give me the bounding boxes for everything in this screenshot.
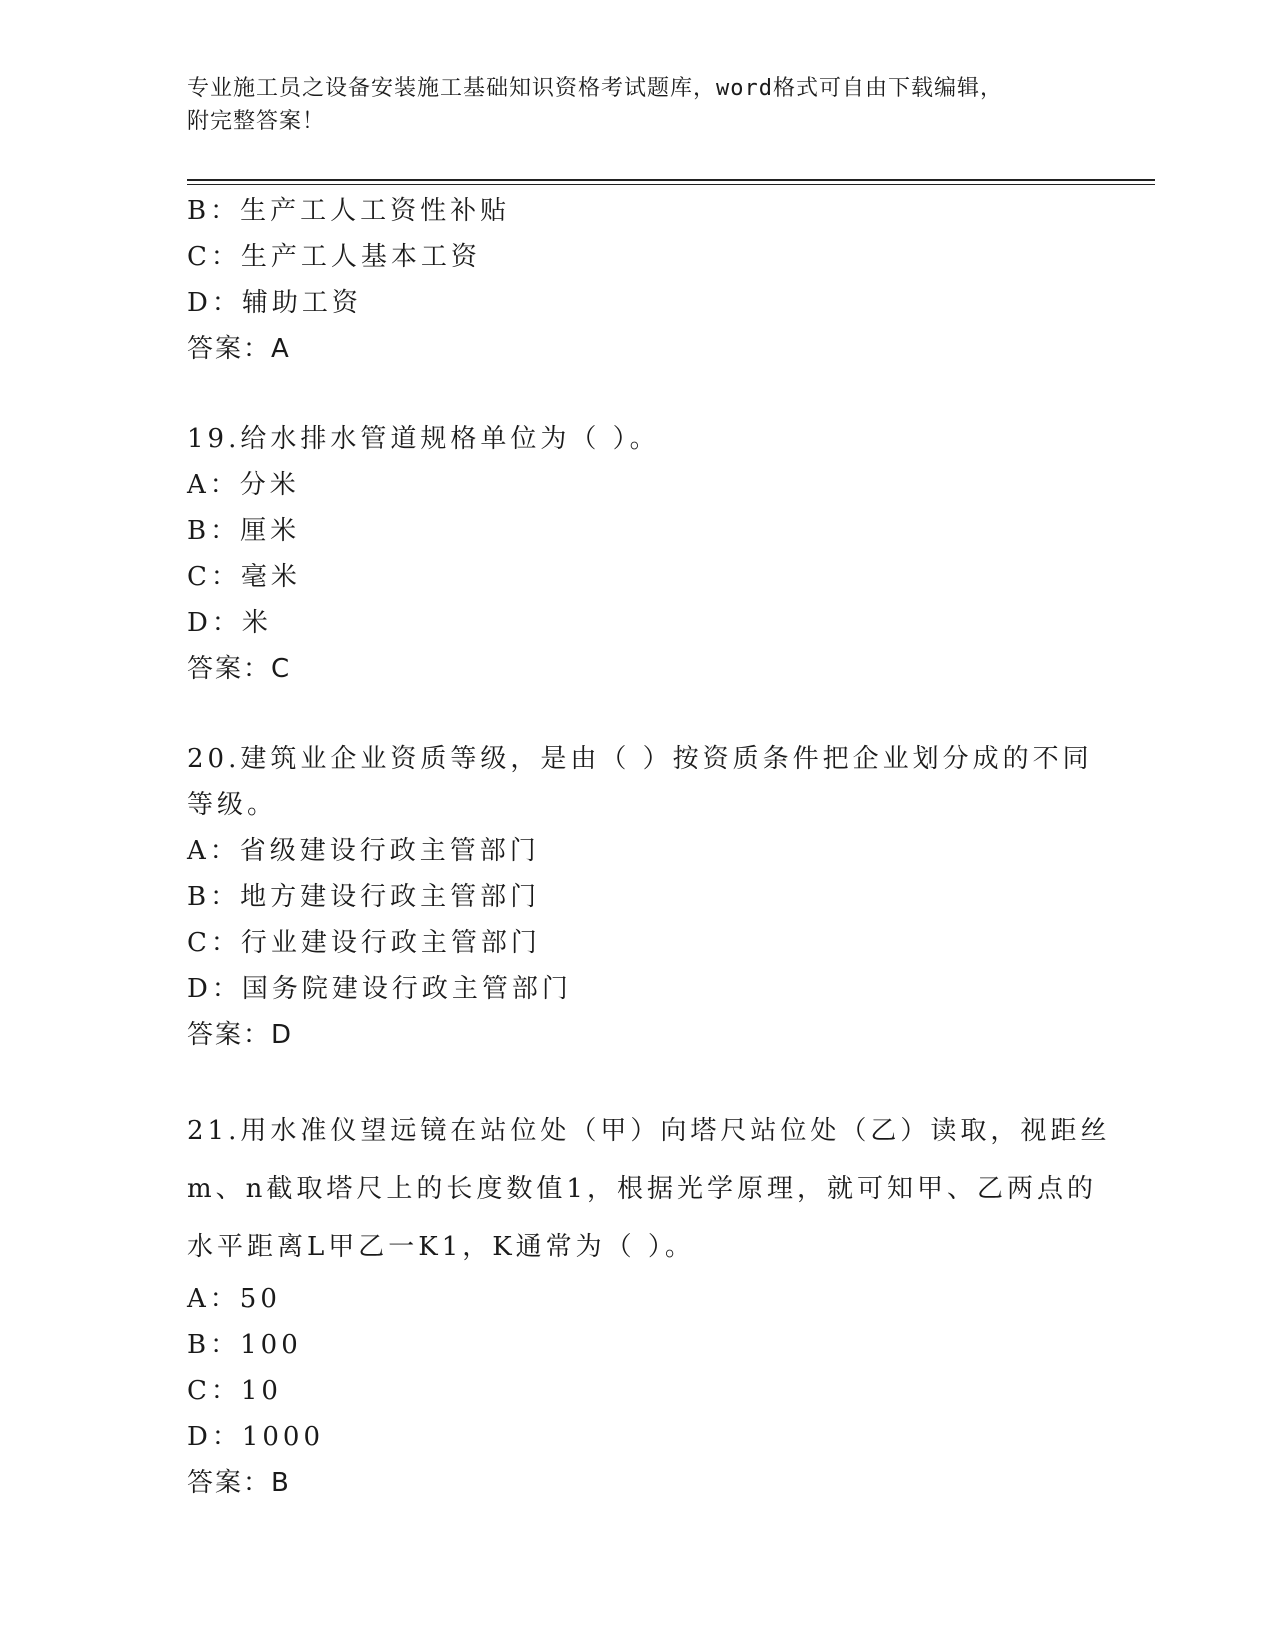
question-stem-line-3: 水平距离L甲乙一K1，K通常为（ ）。: [187, 1232, 695, 1262]
option-b: B：100: [187, 1330, 302, 1360]
option-a: A：分米: [187, 470, 300, 500]
header-line-1: 专业施工员之设备安装施工基础知识资格考试题库，word格式可自由下载编辑，: [187, 76, 1003, 101]
header-divider-thin: [187, 184, 1155, 185]
option-b: B：地方建设行政主管部门: [187, 882, 541, 912]
question-20: [187, 736, 1093, 1058]
option-a: A：50: [187, 1284, 281, 1314]
option-d: D：米: [187, 608, 272, 638]
question-21: [187, 1102, 1111, 1506]
option-c: C：行业建设行政主管部门: [187, 928, 541, 958]
question-list: [187, 188, 1111, 1506]
question-stem: 19.给水排水管道规格单位为（ ）。: [187, 424, 660, 454]
answer-line: 答案：A: [187, 334, 291, 364]
option-d: D：辅助工资: [187, 288, 362, 318]
header-divider-thick: [187, 179, 1155, 181]
header-line-2: 附完整答案！: [187, 109, 326, 134]
option-d: D：1000: [187, 1422, 325, 1452]
document-header: [187, 72, 1087, 138]
question-stem-line-2: m、n截取塔尺上的长度数值1，根据光学原理，就可知甲、乙两点的: [187, 1174, 1097, 1204]
option-a: A：省级建设行政主管部门: [187, 836, 540, 866]
prev-question-block: [187, 188, 1087, 372]
option-c: C：生产工人基本工资: [187, 242, 481, 272]
option-d: D：国务院建设行政主管部门: [187, 974, 572, 1004]
question-19: [187, 416, 1087, 692]
option-c: C：10: [187, 1376, 282, 1406]
question-stem-line-1: 20.建筑业企业资质等级，是由（ ）按资质条件把企业划分成的不同: [187, 744, 1093, 774]
option-c: C：毫米: [187, 562, 301, 592]
answer-line: 答案：B: [187, 1468, 291, 1498]
answer-line: 答案：C: [187, 654, 292, 684]
answer-line: 答案：D: [187, 1020, 294, 1050]
question-stem-line-2: 等级。: [187, 790, 278, 820]
option-b: B：生产工人工资性补贴: [187, 196, 511, 226]
question-stem-line-1: 21.用水准仪望远镜在站位处（甲）向塔尺站位处（乙）读取，视距丝: [187, 1116, 1111, 1146]
option-b: B：厘米: [187, 516, 301, 546]
